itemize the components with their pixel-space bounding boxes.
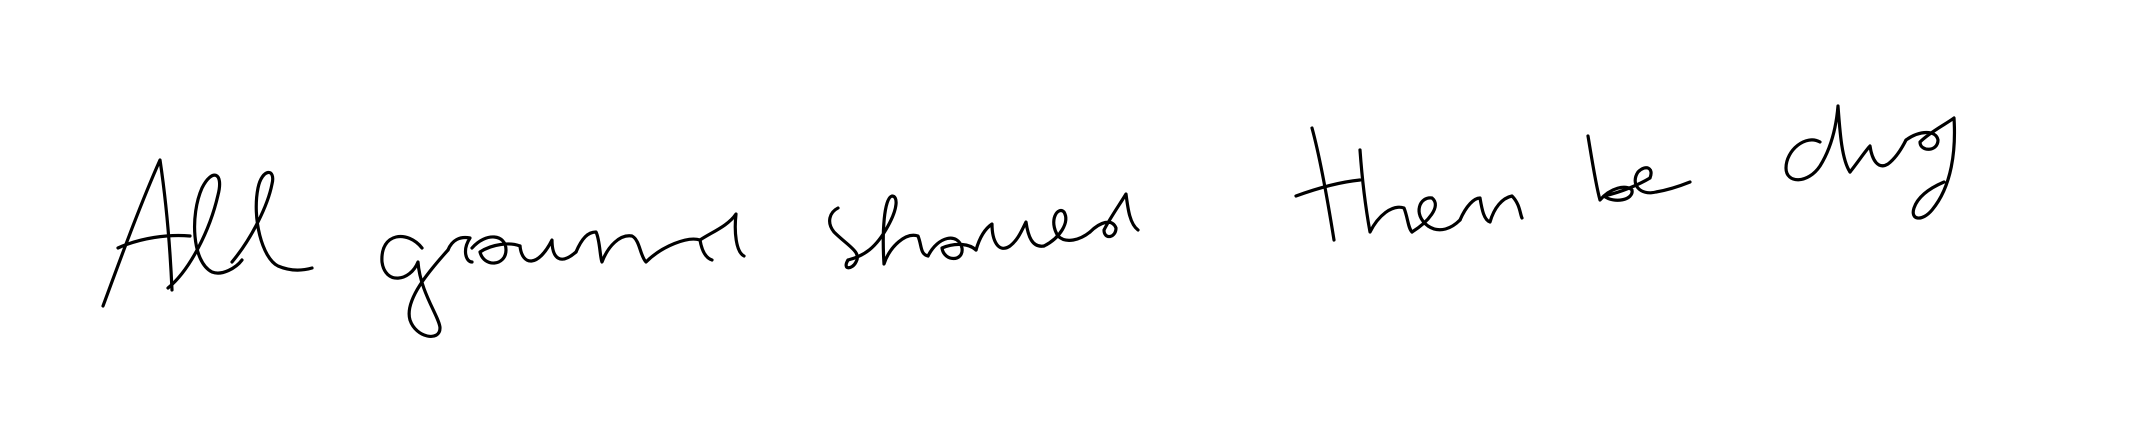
word-should <box>830 194 1138 268</box>
word-dug <box>1786 106 1954 218</box>
word-be <box>1588 136 1690 200</box>
word-then <box>1296 128 1522 240</box>
word-all <box>103 160 312 306</box>
word-ground <box>382 214 744 336</box>
